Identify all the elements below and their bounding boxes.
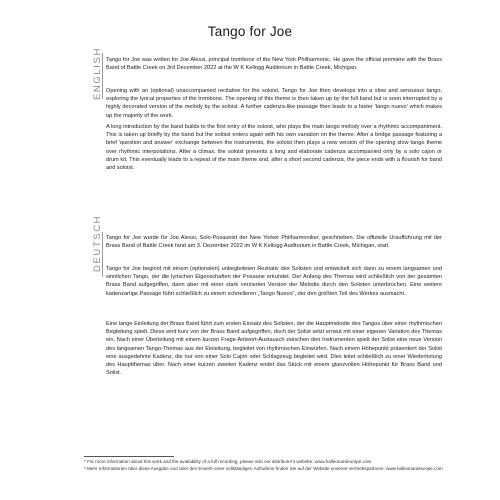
english-divider-line: [102, 53, 103, 99]
english-paragraph-2: Opening with an (optional) unaccompanied recitative for the soloist, Tango for Joe then develops into a slow and sensuous tango, exploring the lyrical properties of the trombone. The opening of this theme is then taken up by the full band but is soon interrupted by a highly decorated version of the melody by the soloist. A further cadenza-like passage then leads to a faster 'tango nuevo' which makes up the majority of the work.: [106, 88, 442, 119]
english-paragraph-3: A long introduction by the band builds to the first entry of the soloist, who plays the main tango melody over a rhythmic accompaniment. This is taken up briefly by the band but the soloist enters again with his own variation on the theme. After a bridge passage featuring a brief 'question and answer' exchange between the instruments, the soloist then plays a new version of the opening slow tango theme over rhythmic interpolations. After a climax, the soloist presents a long and elaborate cadenza accompanied only by a solo cajon or drum kit. This eventually leads to a repeat of the main theme and, after a short second cadenza, the piece ends with a flourish for band and soloist.: [106, 124, 442, 172]
english-paragraph-1: Tango for Joe was written for Joe Alessi, principal trombone of the New York Philharmonic. He gave the official premiere with the Brass Band of Battle Creek on 3rd December 2022 at the W K Kellogg Auditorium in Battle Creek, Michigan.: [106, 57, 442, 72]
deutsch-paragraph-3: Eine lange Einleitung der Brass Band führt zum ersten Einsatz des Solisten, der die Hauptmelodie des Tangos über einer rhythmischen Begleitung spielt. Diese wird kurz von der Brass Band aufgegriffen, doch der Solist setzt erneut mit einer eigenen Variation des Themas ein. Nach einer Überleitung mit einem kurzen Frage-Antwort-Austausch zwischen den Instrumenten spielt der Solist eine neue Version des langsamen Tango-Themas aus der Einleitung, begleitet von rhythmischen Einwürfen. Nach einem Höhepunkt präsentiert der Solist eine ausgedehnte Kadenz, die nur von einer Solo Cajón oder Schlagzeug begleitet wird. Dies leitet schließlich zu einer Wiederholung des Hauptthemas über. Nach einer kurzen zweiten Kadenz endet das Stück mit einem glanzvollen Höhepunkt für Brass Band und Solist.: [106, 321, 442, 377]
page-title: Tango for Joe: [207, 24, 293, 39]
deutsch-paragraph-2: Tango for Joe beginnt mit einem (optionalen) unbegleiteten Rezitativ des Solisten und entwickelt sich dann zu einem langsamen und sinnlichen Tango, der die lyrischen Eigenschaften der Posaune erkundet. Der Anfang des Themas wird schließlich von der gesamten Brass Band aufgegriffen, dann aber mit einer stark verzierten Version der Melodie durch den Solisten unterbrochen. Eine weitere kadenzartige Passage führt schließlich zu einem schnelleren „Tango Nuevo", der den größten Teil des Werkes ausmacht.: [106, 266, 442, 297]
english-side-label: ENGLISH: [92, 47, 103, 100]
deutsch-paragraph-1: Tango for Joe wurde für Joe Alessi, Solo-Posaunist der New Yorker Philharmoniker, geschrieben. Die offizielle Uraufführung mit der Brass Band of Battle Creek fand am 3. Dezember 2022 im W K Kellogg Auditorium in Battle Creek, Michigan, statt.: [106, 235, 442, 250]
footnotes: [84, 459, 464, 472]
footnote-divider: [84, 456, 174, 457]
footnote-english: * For more information about this work and the availability of a full recording, please visit our distributor's website: www.halleonardeurope.com: [84, 459, 372, 464]
footnote-deutsch: * Mehr Informationen über diese Ausgabe und über den Erwerb einer vollständigen Aufnahme finden Sie auf der Website unseres Vertriebspartners: www.halleonardeurope.com: [84, 465, 443, 471]
deutsch-divider-line: [102, 232, 103, 277]
deutsch-side-label: DEUTSCH: [92, 214, 103, 272]
